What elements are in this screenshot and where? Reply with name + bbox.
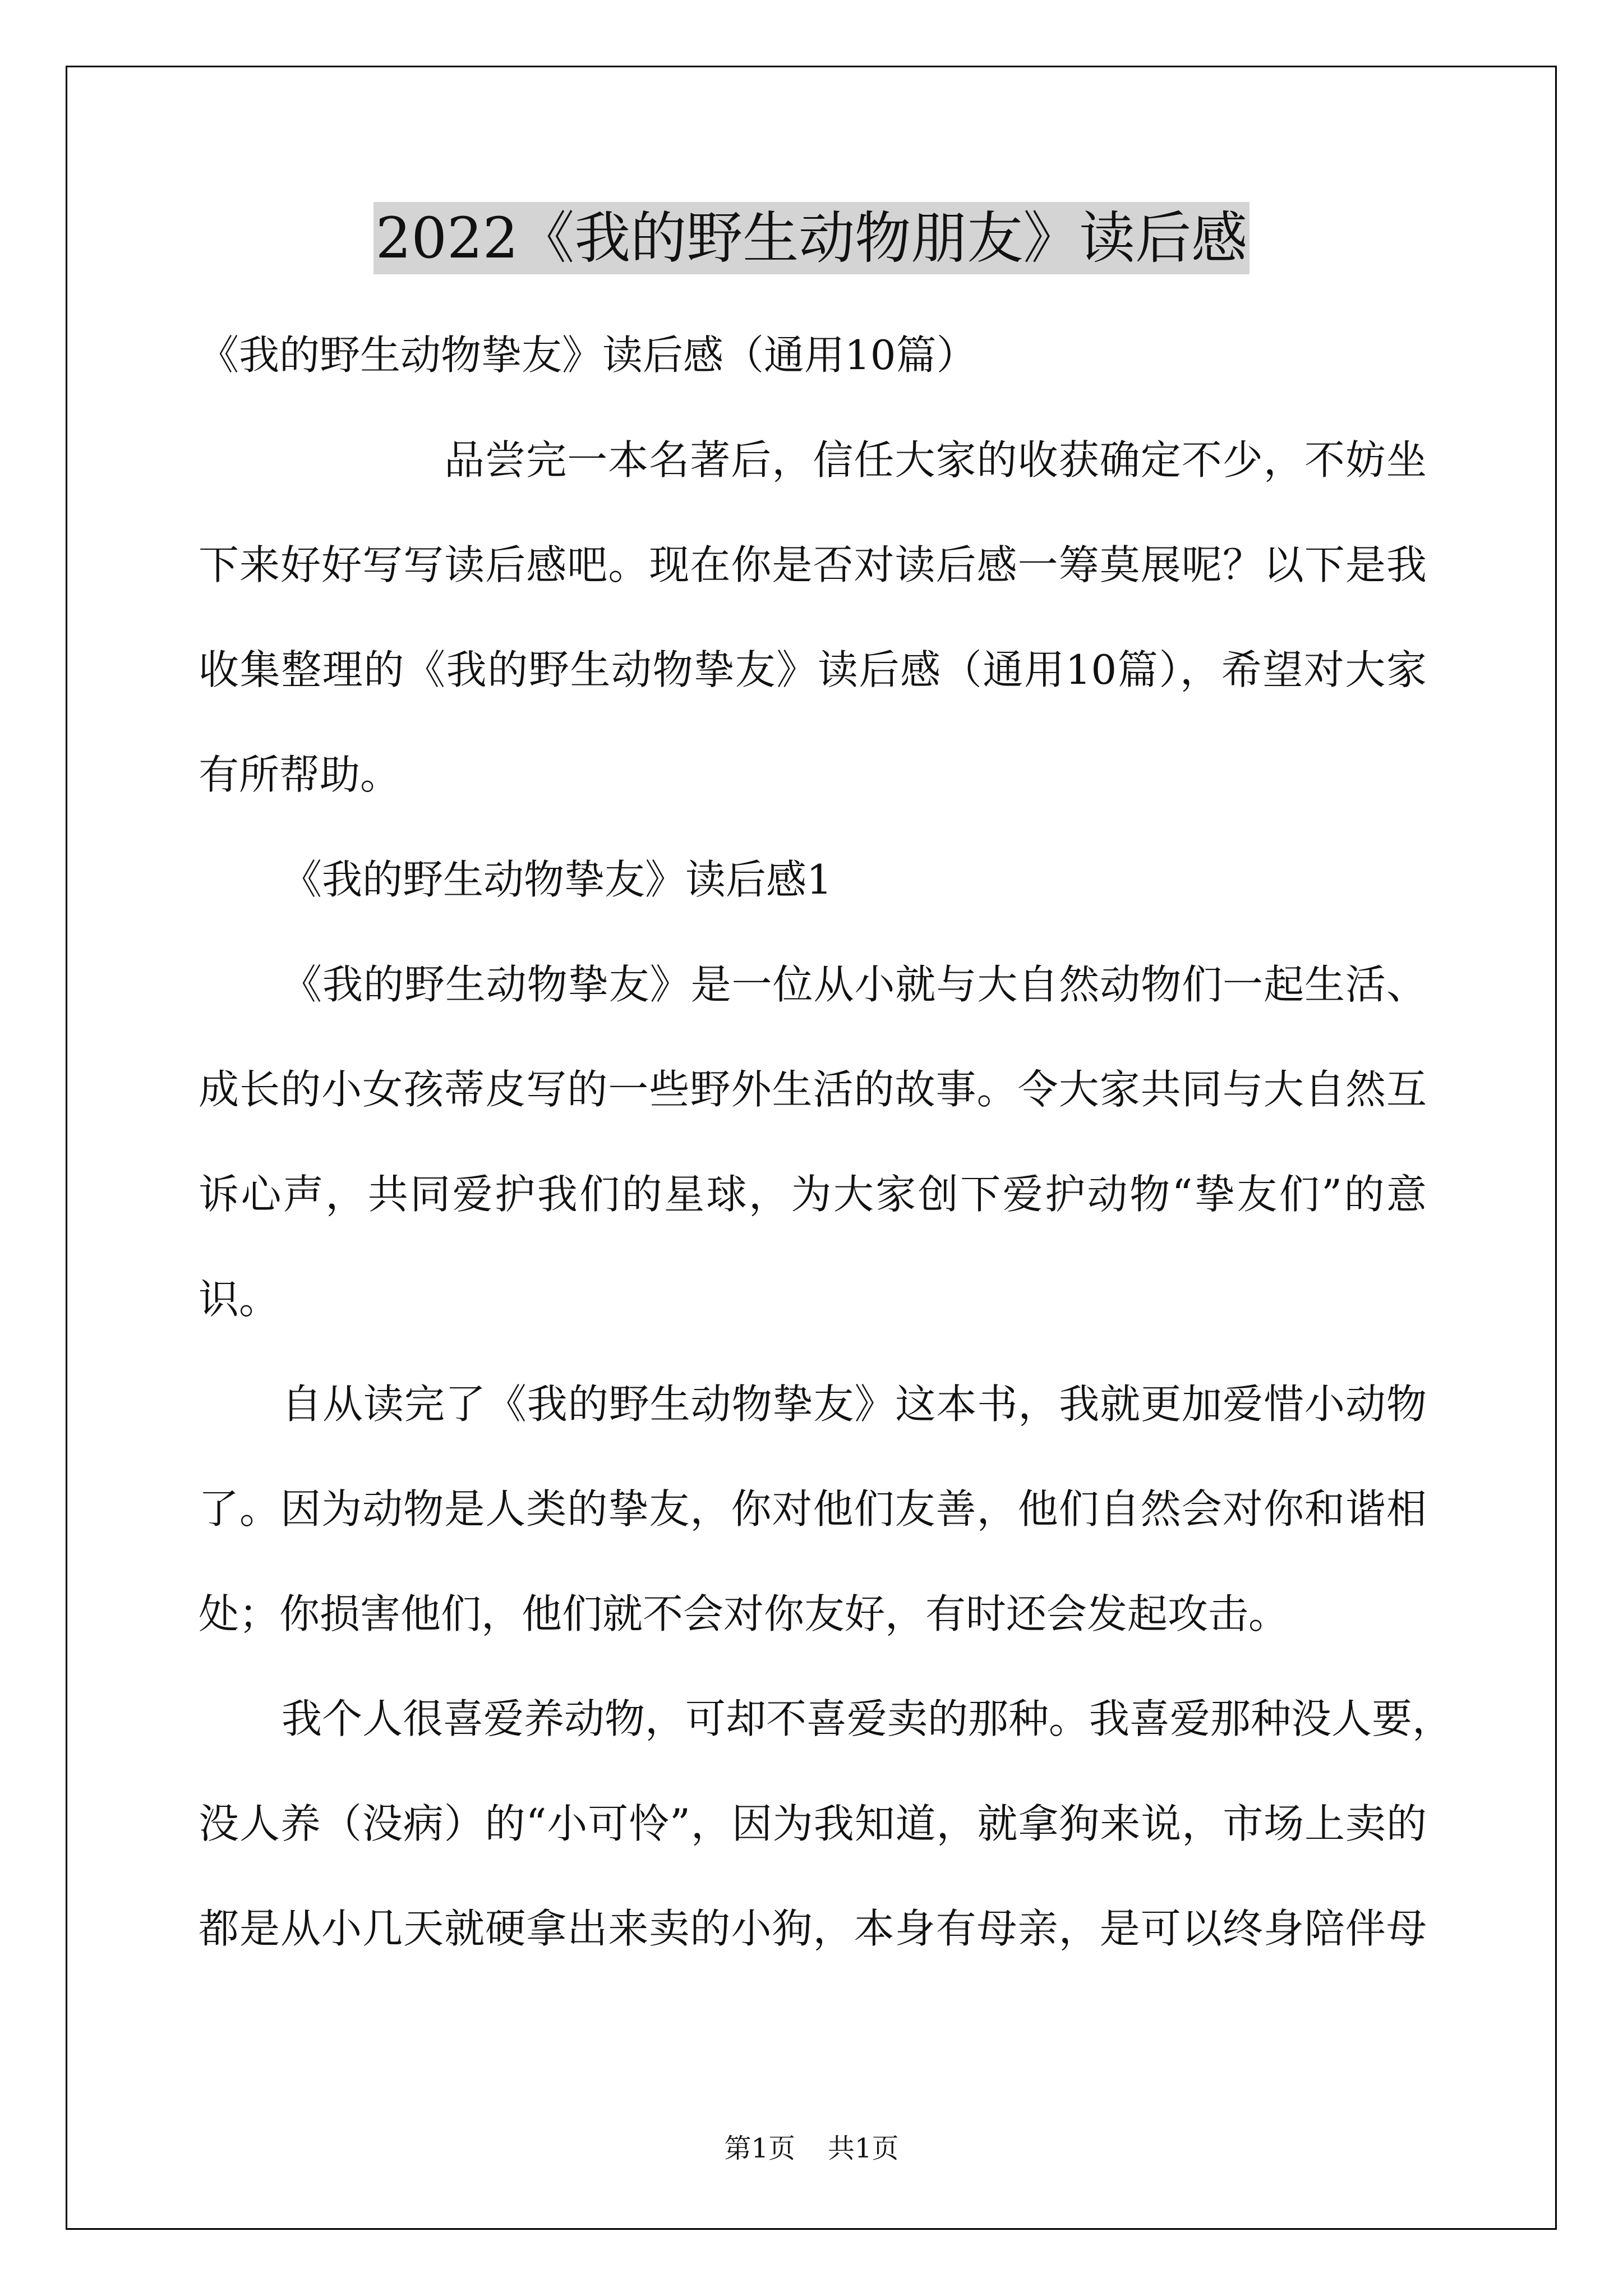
paragraph-line: 都是从小几天就硬拿出来卖的小狗，本身有母亲，是可以终身陪伴母 bbox=[199, 1905, 1427, 1952]
intro-line: 有所帮助。 bbox=[199, 751, 401, 798]
intro-line: 品尝完一本名著后，信任大家的收获确定不少，不妨坐 bbox=[444, 436, 1427, 484]
document-subtitle: 《我的野生动物挚友》读后感（通用10篇） bbox=[199, 332, 977, 379]
paragraph-line: 成长的小女孩蒂皮写的一些野外生活的故事。令大家共同与大自然互 bbox=[199, 1066, 1427, 1113]
paragraph-line: 《我的野生动物挚友》是一位从小就与大自然动物们一起生活、 bbox=[282, 961, 1427, 1008]
paragraph-line: 我个人很喜爱养动物，可却不喜爱卖的那种。我喜爱那种没人要， bbox=[282, 1695, 1453, 1742]
paragraph-line: 处；你损害他们，他们就不会对你友好，有时还会发起攻击。 bbox=[199, 1590, 1289, 1637]
section-heading: 《我的野生动物挚友》读后感1 bbox=[282, 856, 832, 903]
paragraph-line: 诉心声，共同爱护我们的星球，为大家创下爱护动物“挚友们”的意 bbox=[199, 1171, 1427, 1218]
paragraph-line: 自从读完了《我的野生动物挚友》这本书，我就更加爱惜小动物 bbox=[282, 1381, 1427, 1428]
document-title-text: 2022《我的野生动物朋友》读后感 bbox=[374, 202, 1250, 274]
page-number: 第1页 bbox=[724, 2133, 795, 2164]
intro-line: 收集整理的《我的野生动物挚友》读后感（通用10篇），希望对大家 bbox=[199, 646, 1427, 693]
intro-line: 下来好好写写读后感吧。现在你是否对读后感一筹莫展呢？以下是我 bbox=[199, 541, 1427, 588]
document-title bbox=[0, 199, 1623, 278]
page-total: 共1页 bbox=[828, 2133, 899, 2164]
paragraph-line: 识。 bbox=[199, 1276, 280, 1323]
paragraph-line: 了。因为动物是人类的挚友，你对他们友善，他们自然会对你和谐相 bbox=[199, 1485, 1427, 1533]
document-body bbox=[199, 303, 1453, 1981]
paragraph-line: 没人养（没病）的“小可怜”，因为我知道，就拿狗来说，市场上卖的 bbox=[199, 1800, 1427, 1847]
page-footer bbox=[0, 2132, 1623, 2165]
